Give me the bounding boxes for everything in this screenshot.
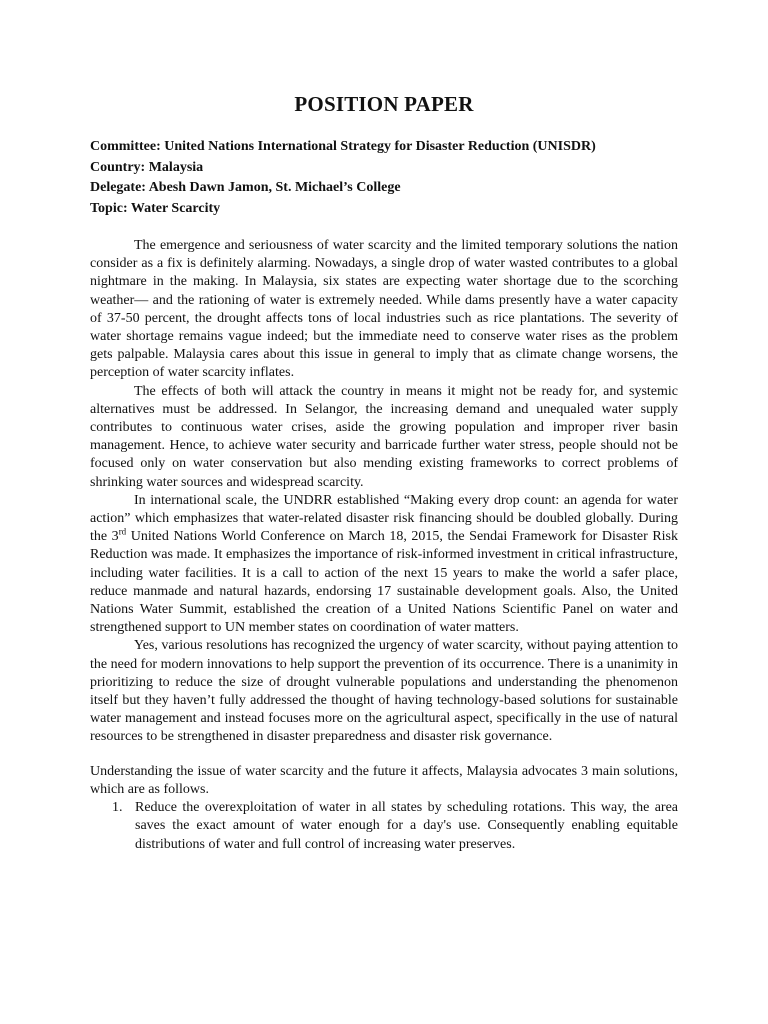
paper-body: [90, 237, 678, 854]
paragraph-international-end: United Nations World Conference on March 18, 2015, the Sendai Framework for Disaster Risk Reduction was made. It emphasizes the importance of risk-informed investment in critical infrastructure, including water facilities. It is a call to action of the next 15 years to make the world a safer place, reduce manmade and natural hazards, endorsing 17 sustainable development goals. Also, the United Nations Water Summit, established the creation of a United Nations Scientific Panel on water and strengthened support to UN member states on coordination of water matters.: [90, 529, 678, 636]
committee-line: Committee: United Nations International Strategy for Disaster Reduction (UNISDR): [90, 139, 596, 154]
page-title: POSITION PAPER: [294, 92, 474, 116]
solutions-list: [90, 799, 678, 854]
country-line: Country: Malaysia: [90, 159, 204, 175]
paragraph-resolutions: Yes, various resolutions has recognized the urgency of water scarcity, without paying attention to the need for modern innovations to help support the prevention of its occurrence. There is a unanimity in prioritizing to reduce the size of drought vulnerable populations and understanding the phenomenon itself but they haven’t fully addressed the thought of having technology-based solutions for sustainable water management and instead focuses more on the agricultural aspect, specifically in the use of natural resources to be strengthened in disaster preparedness and disaster risk governance.: [90, 638, 678, 745]
paper-metadata: [90, 137, 690, 219]
list-item-number: 1.: [112, 800, 123, 816]
paragraph-solutions-intro: Understanding the issue of water scarcity and the future it affects, Malaysia advocates 3 main solutions, which are as follows.: [90, 763, 678, 797]
list-item-text: Reduce the overexploitation of water in all states by scheduling rotations. This way, the area saves the exact amount of water enough for a day's use. Consequently enabling equitable distributions of water and full control of increasing water preserves.: [135, 800, 678, 852]
list-item: [90, 799, 678, 854]
paragraph-international-start: In international scale, the UNDRR established “Making every drop count: an agenda for water action” which emphasizes that water-related disaster risk financing should be doubled globally. During the 3: [90, 492, 678, 545]
paragraph-spacer: [90, 747, 678, 763]
paragraph-introduction: The emergence and seriousness of water scarcity and the limited temporary solutions the nation consider as a fix is definitely alarming. Nowadays, a single drop of water wasted contributes to a global nightmare in the making. In Malaysia, six states are expecting water shortage due to the scorching weather— and the rationing of water is extremely needed. While dams presently have a water capacity of 37-50 percent, the drought affects tons of local industries such as rice plantations. The severity of water shortage remains vague indeed; but the immediate need to conserve water rises as the problem gets palpable. Malaysia cares about this issue in general to imply that as climate change worsens, the perception of water scarcity inflates.: [90, 238, 678, 381]
paragraph-effects: The effects of both will attack the country in means it might not be ready for, and systemic alternatives must be addressed. In Selangor, the increasing demand and unequaled water supply contributes to continuous water crises, aside the growing population and improper river basin management. Hence, to achieve water security and barricade further water stress, people should not be focused only on water conservation but also mending existing frameworks to correct problems of shrinking water sources and widespread scarcity.: [90, 383, 678, 490]
paragraph-international: [90, 492, 678, 638]
topic-line: Topic: Water Scarcity: [90, 200, 221, 216]
delegate-line: Delegate: Abesh Dawn Jamon, St. Michael’s College: [90, 180, 401, 195]
ordinal-suffix: rd: [118, 526, 127, 537]
